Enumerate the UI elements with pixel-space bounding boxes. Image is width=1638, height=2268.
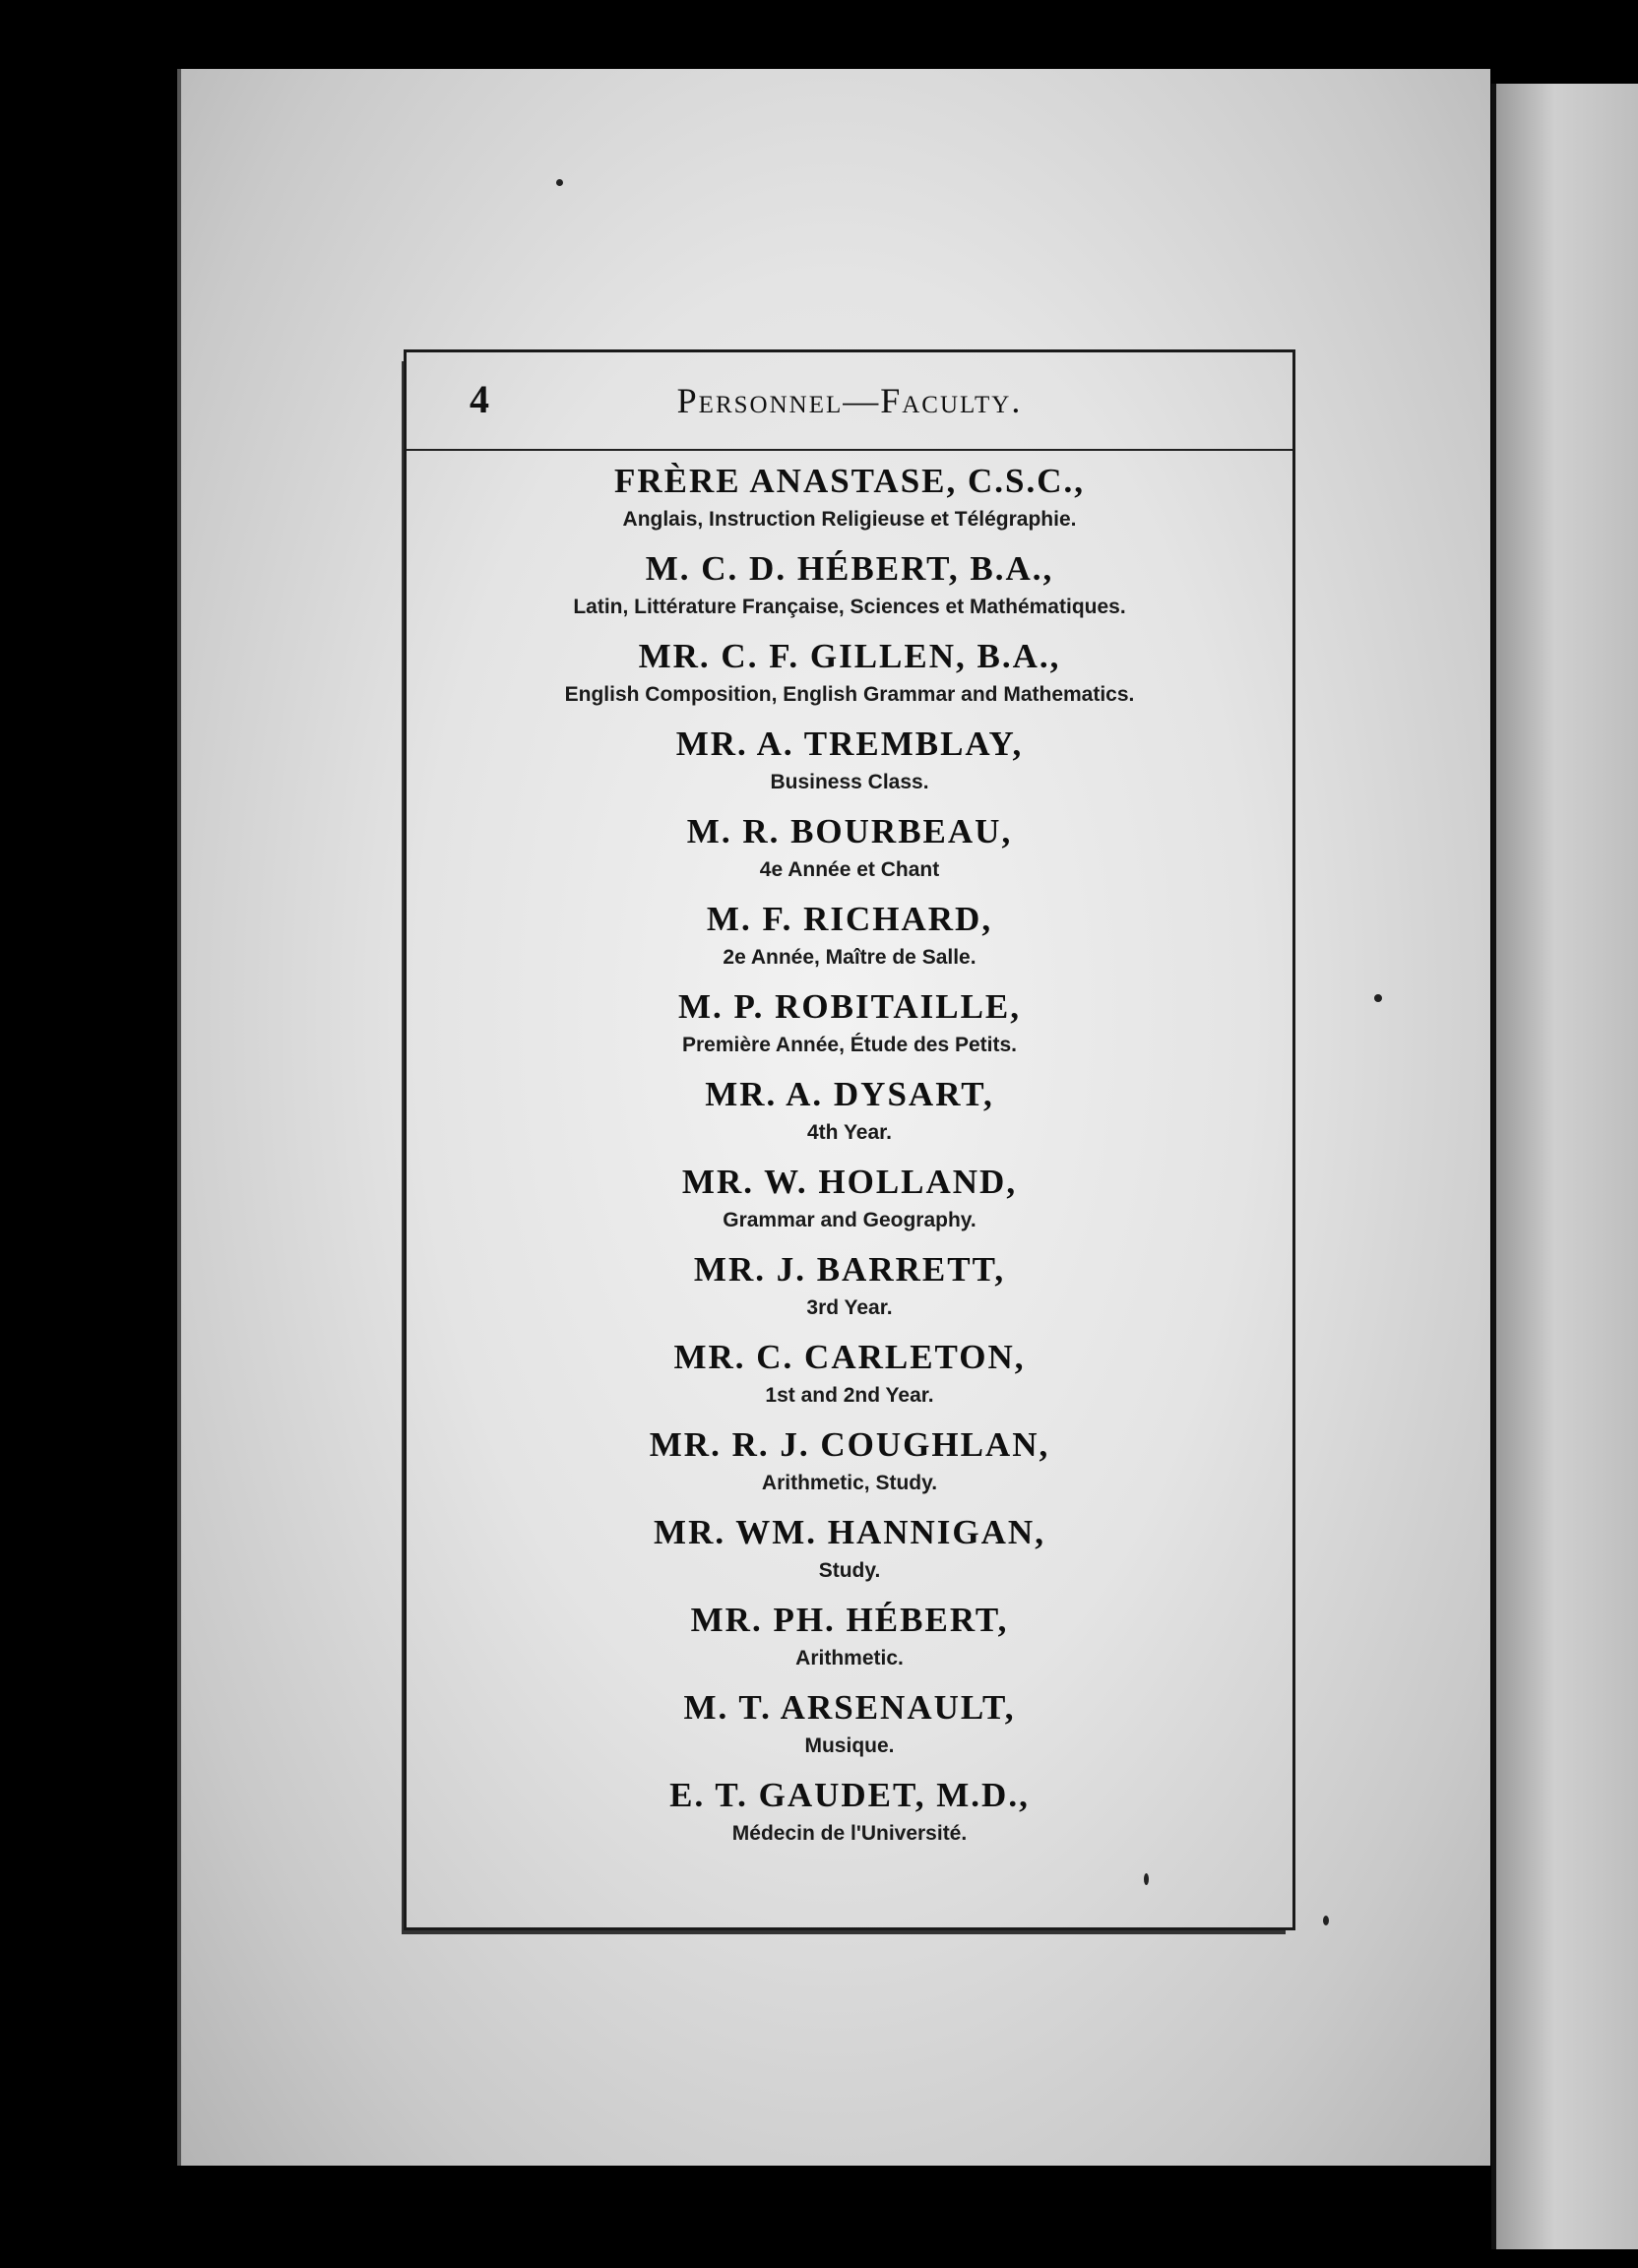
faculty-role: English Composition, English Grammar and Mathematics.: [564, 683, 1135, 706]
faculty-name: M. T. ARSENAULT,: [683, 1688, 1016, 1727]
ink-speck: [1323, 1916, 1329, 1925]
faculty-name: E. T. GAUDET, M.D.,: [669, 1776, 1030, 1814]
faculty-role: Première Année, Étude des Petits.: [681, 1034, 1017, 1056]
faculty-name: MR. PH. HÉBERT,: [690, 1601, 1009, 1639]
faculty-name: FRÈRE ANASTASE, C.S.C.,: [613, 462, 1086, 500]
faculty-role: 2e Année, Maître de Salle.: [723, 946, 976, 969]
faculty-role: Médecin de l'Université.: [731, 1822, 968, 1845]
faculty-role: Arithmetic, Study.: [761, 1472, 938, 1494]
ink-speck: [556, 179, 563, 186]
faculty-entry: [407, 1773, 1292, 1860]
faculty-name: MR. R. J. COUGHLAN,: [649, 1425, 1050, 1464]
faculty-entry: [407, 546, 1292, 634]
faculty-list: [407, 459, 1292, 1860]
faculty-role: Arithmetic.: [795, 1647, 904, 1670]
faculty-entry: [407, 1072, 1292, 1160]
faculty-role: Musique.: [804, 1734, 895, 1757]
faculty-entry: [407, 1160, 1292, 1247]
faculty-name: MR. C. F. GILLEN, B.A.,: [638, 637, 1061, 675]
faculty-name: MR. A. DYSART,: [705, 1075, 994, 1113]
facing-page-edge: [1491, 84, 1638, 2249]
faculty-entry: [407, 634, 1292, 722]
faculty-role: 1st and 2nd Year.: [765, 1384, 934, 1407]
faculty-entry: [407, 1685, 1292, 1773]
faculty-name: M. C. D. HÉBERT, B.A.,: [645, 549, 1054, 588]
faculty-name: MR. J. BARRETT,: [693, 1250, 1006, 1289]
faculty-name: MR. W. HOLLAND,: [681, 1163, 1018, 1201]
faculty-entry: [407, 459, 1292, 546]
faculty-name: MR. A. TREMBLAY,: [675, 724, 1024, 763]
faculty-role: 4e Année et Chant: [759, 858, 940, 881]
running-title: Personnel—Faculty.: [676, 381, 1023, 420]
faculty-role: Grammar and Geography.: [723, 1209, 976, 1231]
faculty-role: Business Class.: [770, 771, 929, 793]
running-header: [407, 352, 1292, 451]
faculty-entry: [407, 809, 1292, 897]
faculty-name: M. F. RICHARD,: [706, 900, 993, 938]
faculty-name: M. P. ROBITAILLE,: [677, 987, 1022, 1026]
faculty-name: MR. C. CARLETON,: [673, 1338, 1026, 1376]
faculty-entry: [407, 984, 1292, 1072]
faculty-name: M. R. BOURBEAU,: [686, 812, 1013, 850]
faculty-role: 3rd Year.: [806, 1296, 893, 1319]
faculty-role: Study.: [818, 1559, 881, 1582]
faculty-entry: [407, 1598, 1292, 1685]
faculty-role: Anglais, Instruction Religieuse et Télégraphie.: [622, 508, 1077, 531]
ink-speck: [1374, 994, 1382, 1002]
faculty-entry: [407, 1510, 1292, 1598]
faculty-entry: [407, 722, 1292, 809]
faculty-entry: [407, 1422, 1292, 1510]
faculty-entry: [407, 1247, 1292, 1335]
text-frame: [404, 349, 1295, 1930]
faculty-role: 4th Year.: [806, 1121, 892, 1144]
faculty-role: Latin, Littérature Française, Sciences et Mathématiques.: [573, 596, 1126, 618]
page-number: 4: [470, 377, 489, 421]
faculty-name: MR. WM. HANNIGAN,: [654, 1513, 1045, 1551]
faculty-entry: [407, 897, 1292, 984]
faculty-entry: [407, 1335, 1292, 1422]
